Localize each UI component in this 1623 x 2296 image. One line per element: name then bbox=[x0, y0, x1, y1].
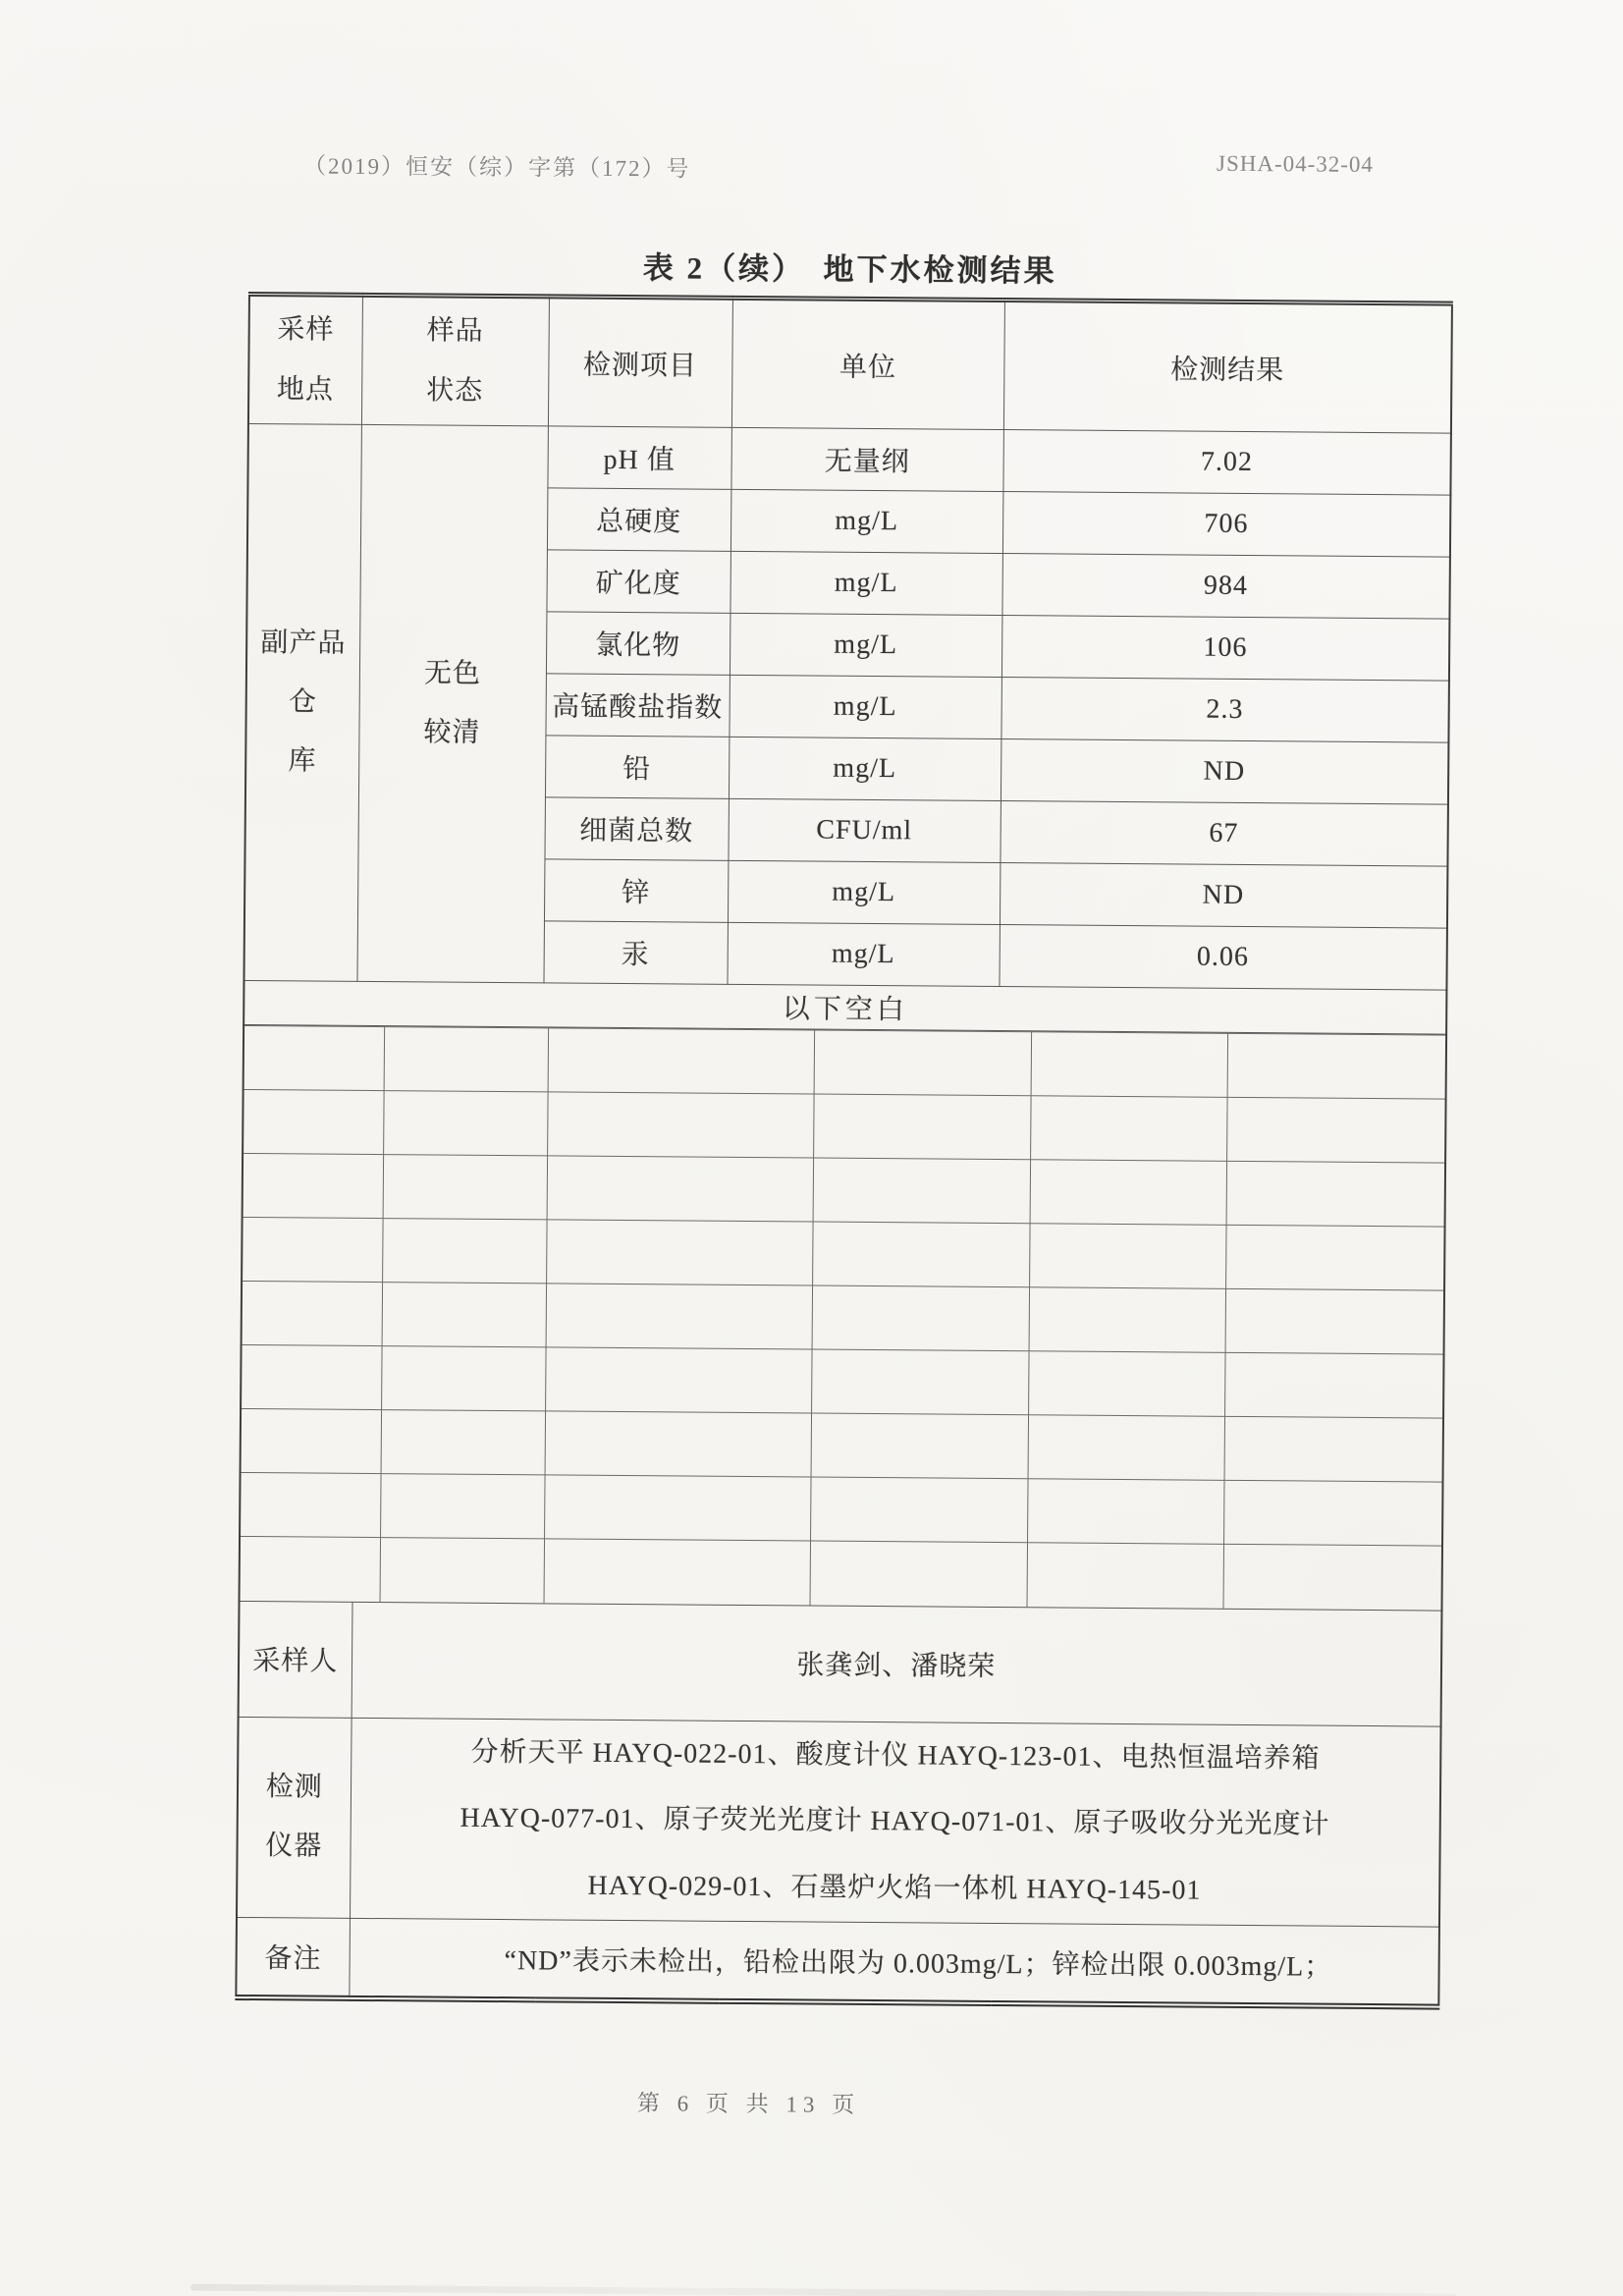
lower-body bbox=[236, 980, 1446, 2006]
instrument-label: 检测 仪器 bbox=[237, 1717, 352, 1918]
test-item-cell: pH 值 bbox=[547, 426, 730, 489]
header-cell-sample-state: 样品 状态 bbox=[361, 295, 549, 425]
sampler-label: 采样人 bbox=[239, 1601, 352, 1718]
sample-state-cell: 无色 较清 bbox=[356, 424, 547, 982]
empty-row bbox=[243, 1281, 1445, 1354]
empty-cell bbox=[548, 1028, 815, 1094]
table-header-row bbox=[248, 295, 1452, 434]
doc-number: （2019）恒安（综）字第（172）号 bbox=[302, 153, 691, 182]
test-item-cell: 氯化物 bbox=[546, 612, 730, 675]
empty-cell bbox=[545, 1347, 812, 1413]
unit-cell: mg/L bbox=[729, 675, 1001, 738]
result-cell: 7.02 bbox=[1002, 430, 1450, 496]
empty-row bbox=[242, 1408, 1444, 1482]
header-cell-unit: 单位 bbox=[731, 298, 1004, 429]
empty-cell bbox=[1028, 1351, 1225, 1417]
blank-note-cell: 以下空白 bbox=[243, 980, 1446, 1034]
remark-row bbox=[236, 1917, 1439, 2007]
header-cell-result: 检测结果 bbox=[1003, 301, 1452, 434]
empty-cell bbox=[241, 1472, 381, 1537]
empty-cell bbox=[544, 1475, 811, 1541]
result-cell: 67 bbox=[1000, 801, 1447, 867]
result-cell: 106 bbox=[1001, 616, 1449, 682]
empty-cell bbox=[547, 1092, 814, 1158]
empty-cell bbox=[383, 1091, 548, 1156]
empty-cell bbox=[243, 1217, 383, 1282]
empty-cell bbox=[243, 1153, 384, 1218]
empty-cell bbox=[1027, 1543, 1224, 1609]
empty-cell bbox=[1031, 1032, 1228, 1098]
empty-cell bbox=[811, 1413, 1029, 1479]
unit-cell: mg/L bbox=[730, 613, 1001, 677]
empty-cell bbox=[1028, 1415, 1225, 1481]
result-cell: ND bbox=[1000, 863, 1447, 929]
test-item-cell: 矿化度 bbox=[546, 550, 730, 613]
sampler-value: 张龚剑、潘晓荣 bbox=[352, 1602, 1442, 1726]
unit-cell: CFU/ml bbox=[728, 798, 1000, 862]
empty-cell bbox=[812, 1222, 1030, 1287]
header-cell-sampling-location: 采样 地点 bbox=[248, 295, 362, 425]
empty-row bbox=[242, 1344, 1444, 1418]
empty-cell bbox=[810, 1477, 1028, 1543]
empty-cell bbox=[811, 1349, 1029, 1415]
scan-edge-artifact bbox=[190, 2284, 1457, 2296]
result-cell: 706 bbox=[1002, 492, 1450, 558]
empty-cell bbox=[1223, 1480, 1444, 1546]
empty-row bbox=[241, 1472, 1443, 1546]
empty-cell bbox=[813, 1158, 1031, 1224]
remark-value: “ND”表示未检出，铅检出限为 0.003mg/L；锌检出限 0.003mg/L； bbox=[349, 1918, 1439, 2007]
empty-cell bbox=[383, 1155, 548, 1220]
unit-cell: mg/L bbox=[727, 922, 999, 986]
empty-cell bbox=[812, 1285, 1030, 1351]
empty-cell bbox=[381, 1410, 546, 1475]
empty-cell bbox=[1225, 1225, 1446, 1290]
empty-cell bbox=[244, 1025, 385, 1090]
empty-cell bbox=[1223, 1544, 1444, 1610]
empty-grid-row bbox=[240, 1024, 1447, 1610]
empty-cell bbox=[546, 1220, 813, 1285]
empty-cell bbox=[546, 1284, 813, 1349]
empty-cell bbox=[243, 1089, 384, 1154]
empty-cell bbox=[1030, 1096, 1227, 1162]
test-item-cell: 铅 bbox=[545, 736, 729, 798]
test-item-cell: 汞 bbox=[543, 921, 727, 984]
empty-cell bbox=[1029, 1287, 1226, 1353]
unit-cell: mg/L bbox=[728, 860, 1000, 924]
empty-cell bbox=[1226, 1097, 1447, 1163]
empty-cell bbox=[242, 1344, 382, 1409]
empty-cell bbox=[1029, 1224, 1226, 1289]
empty-row bbox=[243, 1217, 1445, 1290]
empty-cell bbox=[380, 1538, 545, 1603]
empty-cell bbox=[381, 1346, 546, 1411]
result-cell: ND bbox=[1001, 739, 1448, 805]
empty-row bbox=[241, 1536, 1443, 1610]
result-row bbox=[247, 424, 1450, 496]
empty-continuation-grid bbox=[241, 1025, 1448, 1610]
empty-grid-holder bbox=[240, 1024, 1447, 1610]
groundwater-results-table bbox=[235, 292, 1453, 2010]
empty-cell bbox=[1226, 1161, 1447, 1227]
result-cell: 984 bbox=[1001, 554, 1449, 620]
empty-cell bbox=[380, 1474, 545, 1539]
instrument-row bbox=[237, 1717, 1441, 1927]
unit-cell: mg/L bbox=[730, 489, 1002, 553]
test-item-cell: 细菌总数 bbox=[544, 797, 728, 860]
page-number-footer: 第 6 页 共 13 页 bbox=[636, 2091, 861, 2117]
remark-label: 备注 bbox=[236, 1917, 350, 1998]
table-title: 表 2（续） 地下水检测结果 bbox=[642, 250, 1057, 289]
empty-cell bbox=[1027, 1479, 1224, 1545]
test-item-cell: 锌 bbox=[544, 859, 728, 922]
empty-cell bbox=[1224, 1352, 1445, 1418]
empty-cell bbox=[1030, 1160, 1227, 1226]
doc-code: JSHA-04-32-04 bbox=[1216, 150, 1375, 177]
sampler-row bbox=[239, 1601, 1442, 1726]
instrument-value: 分析天平 HAYQ-022-01、酸度计仪 HAYQ-123-01、电热恒温培养箱 HAYQ-077-01、原子荧光光度计 HAYQ-071-01、原子吸收分光光度计 HAYQ-029-01、石墨炉火焰一体机 HAYQ-145-01 bbox=[350, 1718, 1441, 1927]
empty-row bbox=[244, 1025, 1447, 1099]
test-item-cell: 高锰酸盐指数 bbox=[545, 674, 729, 737]
result-cell: 0.06 bbox=[999, 925, 1446, 991]
sampling-location-cell: 副产品仓 库 bbox=[243, 424, 360, 982]
empty-cell bbox=[241, 1536, 381, 1601]
empty-cell bbox=[382, 1219, 547, 1284]
empty-row bbox=[243, 1153, 1446, 1227]
result-cell: 2.3 bbox=[1001, 678, 1448, 743]
unit-cell: 无量纲 bbox=[730, 427, 1002, 491]
empty-cell bbox=[384, 1027, 549, 1092]
results-body bbox=[243, 424, 1450, 991]
empty-cell bbox=[382, 1283, 547, 1347]
empty-cell bbox=[1224, 1416, 1445, 1482]
unit-cell: mg/L bbox=[730, 551, 1001, 615]
empty-cell bbox=[814, 1030, 1032, 1096]
test-item-cell: 总硬度 bbox=[547, 488, 730, 551]
empty-cell bbox=[1227, 1033, 1448, 1099]
empty-cell bbox=[547, 1156, 814, 1222]
header-cell-test-item: 检测项目 bbox=[548, 297, 732, 427]
unit-cell: mg/L bbox=[729, 737, 1001, 800]
empty-cell bbox=[1225, 1288, 1446, 1354]
empty-cell bbox=[544, 1539, 811, 1605]
empty-cell bbox=[545, 1411, 812, 1477]
empty-cell bbox=[243, 1281, 383, 1345]
empty-cell bbox=[242, 1408, 382, 1473]
empty-cell bbox=[810, 1541, 1028, 1607]
empty-cell bbox=[813, 1094, 1031, 1160]
empty-row bbox=[243, 1089, 1446, 1163]
